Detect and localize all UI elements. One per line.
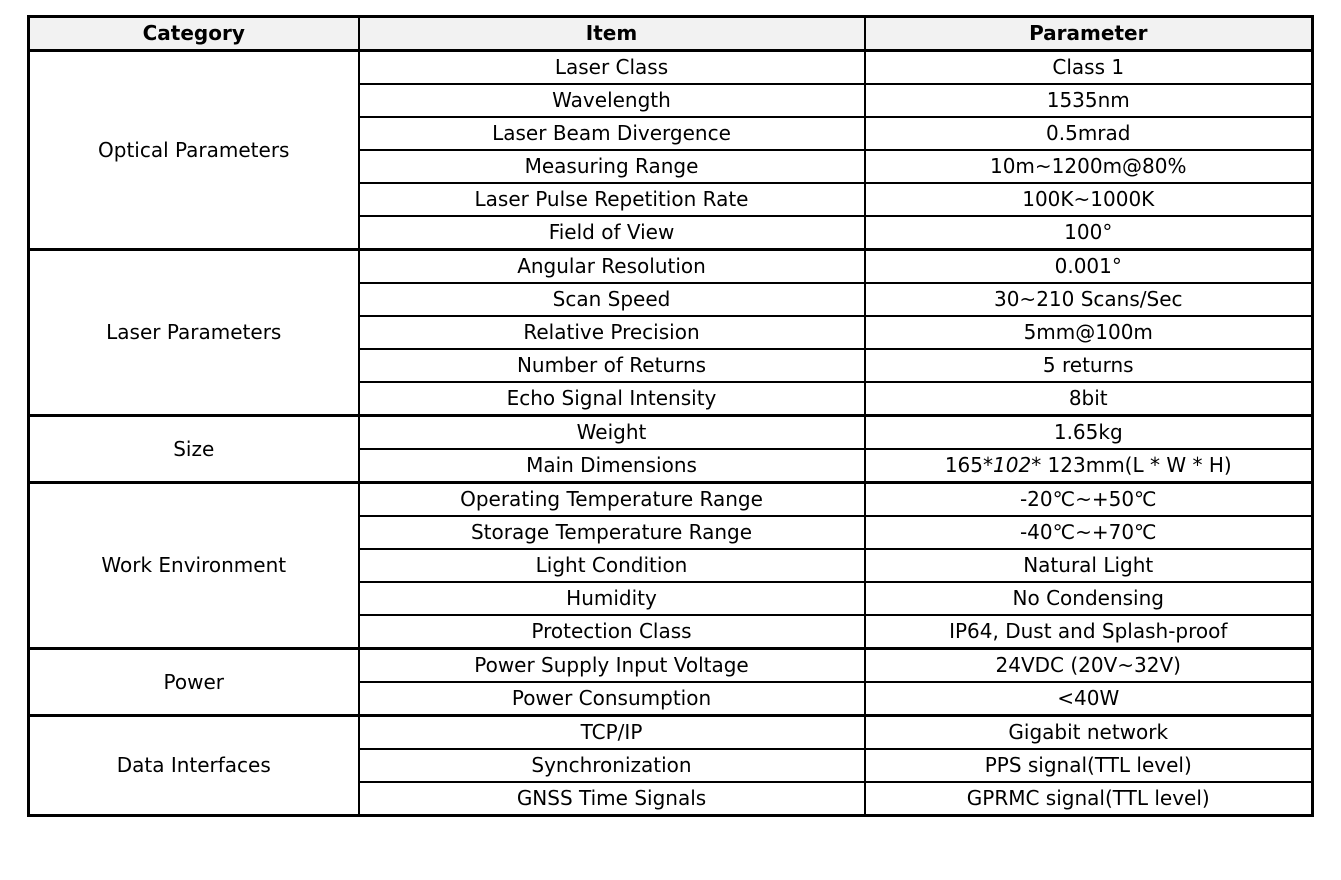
parameter-cell: Class 1 [865, 51, 1313, 85]
parameter-cell: 1535nm [865, 84, 1313, 117]
parameter-cell: 100° [865, 216, 1313, 250]
item-cell: Measuring Range [359, 150, 865, 183]
parameter-cell: 0.001° [865, 250, 1313, 284]
parameter-cell: IP64, Dust and Splash-proof [865, 615, 1313, 649]
parameter-cell: GPRMC signal(TTL level) [865, 782, 1313, 816]
parameter-cell: -20℃~+50℃ [865, 483, 1313, 517]
item-cell: Power Supply Input Voltage [359, 649, 865, 683]
header-item: Item [359, 17, 865, 51]
item-cell: Scan Speed [359, 283, 865, 316]
item-cell: Storage Temperature Range [359, 516, 865, 549]
item-cell: TCP/IP [359, 716, 865, 750]
table-row [29, 250, 1313, 284]
dimension-text: * 123mm(L * W * H) [1031, 453, 1232, 477]
parameter-cell: PPS signal(TTL level) [865, 749, 1313, 782]
parameter-cell: 30~210 Scans/Sec [865, 283, 1313, 316]
item-cell: Weight [359, 416, 865, 450]
dimension-text: 165* [944, 453, 993, 477]
parameter-cell: Gigabit network [865, 716, 1313, 750]
dimension-text-italic: 102 [993, 453, 1032, 477]
table-row [29, 51, 1313, 85]
category-cell: Optical Parameters [29, 51, 359, 250]
item-cell: Synchronization [359, 749, 865, 782]
item-cell: Number of Returns [359, 349, 865, 382]
table-row [29, 649, 1313, 683]
item-cell: Echo Signal Intensity [359, 382, 865, 416]
item-cell: GNSS Time Signals [359, 782, 865, 816]
item-cell: Power Consumption [359, 682, 865, 716]
parameter-cell: 5 returns [865, 349, 1313, 382]
item-cell: Laser Pulse Repetition Rate [359, 183, 865, 216]
parameter-cell: No Condensing [865, 582, 1313, 615]
table-row [29, 416, 1313, 450]
parameter-cell: <40W [865, 682, 1313, 716]
parameter-cell: 5mm@100m [865, 316, 1313, 349]
item-cell: Wavelength [359, 84, 865, 117]
parameter-cell: 100K~1000K [865, 183, 1313, 216]
parameter-cell: 0.5mrad [865, 117, 1313, 150]
spec-table [27, 15, 1314, 817]
category-cell: Power [29, 649, 359, 716]
table-row [29, 483, 1313, 517]
header-category: Category [29, 17, 359, 51]
parameter-cell: Natural Light [865, 549, 1313, 582]
category-cell: Size [29, 416, 359, 483]
category-cell: Work Environment [29, 483, 359, 649]
item-cell: Laser Beam Divergence [359, 117, 865, 150]
item-cell: Humidity [359, 582, 865, 615]
parameter-cell [865, 449, 1313, 483]
item-cell: Light Condition [359, 549, 865, 582]
table-row [29, 716, 1313, 750]
header-row [29, 17, 1313, 51]
item-cell: Field of View [359, 216, 865, 250]
header-parameter: Parameter [865, 17, 1313, 51]
category-cell: Data Interfaces [29, 716, 359, 816]
item-cell: Main Dimensions [359, 449, 865, 483]
parameter-cell: 10m~1200m@80% [865, 150, 1313, 183]
item-cell: Protection Class [359, 615, 865, 649]
parameter-cell: -40℃~+70℃ [865, 516, 1313, 549]
item-cell: Relative Precision [359, 316, 865, 349]
item-cell: Angular Resolution [359, 250, 865, 284]
parameter-cell: 24VDC (20V~32V) [865, 649, 1313, 683]
item-cell: Operating Temperature Range [359, 483, 865, 517]
item-cell: Laser Class [359, 51, 865, 85]
parameter-cell: 1.65kg [865, 416, 1313, 450]
parameter-cell: 8bit [865, 382, 1313, 416]
category-cell: Laser Parameters [29, 250, 359, 416]
